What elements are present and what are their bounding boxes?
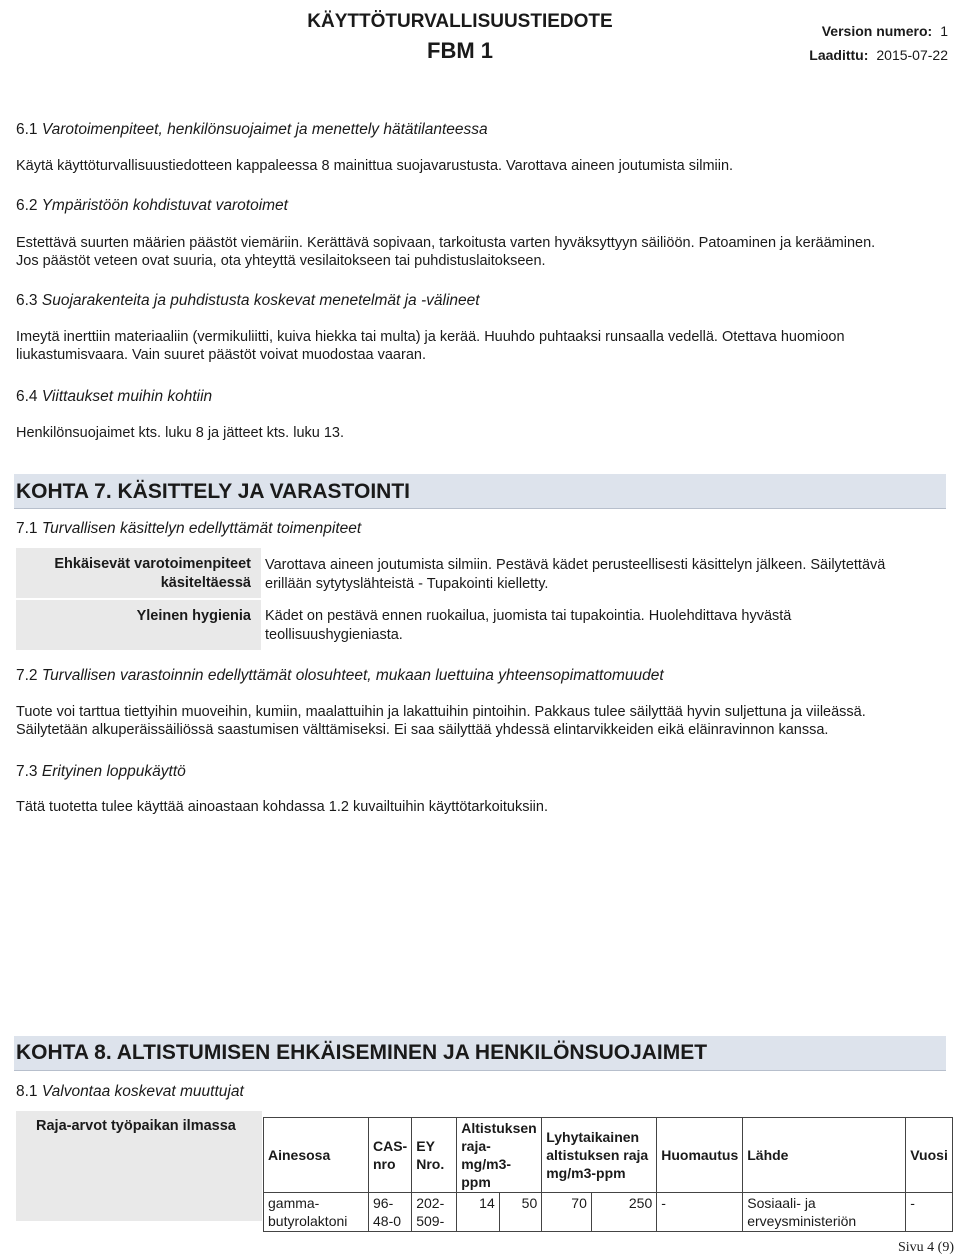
section-6-2-heading: 6.2 Ympäristöön kohdistuvat varotoimet xyxy=(16,197,288,214)
cell-ainesosa: gamma- butyrolaktoni xyxy=(264,1193,369,1232)
page-number: Sivu 4 (9) xyxy=(898,1240,954,1255)
exposure-limits-label: Raja-arvot työpaikan ilmassa xyxy=(16,1111,262,1221)
section-6-1-text: Käytä käyttöturvallisuustiedotteen kappaleessa 8 mainittua suojavarustusta. Varottava aineen joutumista silmiin. xyxy=(16,158,734,174)
section-7-3-text: Tätä tuotetta tulee käyttää ainoastaan kohdassa 1.2 kuvailtuihin käyttötarkoituksiin. xyxy=(16,799,548,815)
section-6-2-text-line1: Estettävä suurten määrien päästöt viemäriin. Kerättävä sopivaan, tarkoitusta varten hyväksyttyyn säiliöön. Patoaminen ja kerääminen. xyxy=(16,235,876,251)
col-cas: CAS- nro xyxy=(369,1118,412,1193)
document-title: KÄYTTÖTURVALLISUUSTIEDOTE xyxy=(307,11,613,32)
created-label: Laadittu: xyxy=(809,47,869,63)
created-info xyxy=(809,46,948,65)
cell-huomautus: - xyxy=(657,1193,743,1232)
created-value: 2015-07-22 xyxy=(876,47,948,63)
exposure-limits-table xyxy=(263,1117,953,1232)
section-7-2-text-line1: Tuote voi tarttua tiettyihin muoveihin, kumiin, maalattuihin ja lakattuihin pintoihin. Pakkaus tulee säilyttää hyvin suljettuna ja viileässä. xyxy=(16,704,866,720)
cell-lahde: Sosiaali- ja erveysministeriön xyxy=(743,1193,906,1232)
col-ey: EY Nro. xyxy=(412,1118,457,1193)
version-label: Version numero: xyxy=(821,23,933,39)
section-7-2-text-line2: Säilytetään alkuperäissäiliössä saastumisen välttämiseksi. Ei saa säilyttää yhdessä elintarvikkeiden eikä eläinravinnon kanssa. xyxy=(16,722,829,738)
section-6-2-text-line2: Jos päästöt veteen ovat suuria, ota yhteyttä vesilaitokseen tai puhdistuslaitokseen. xyxy=(16,253,546,269)
table-row xyxy=(264,1193,953,1232)
hygiene-value: Kädet on pestävä ennen ruokailua, juomista tai tupakointia. Huolehdittava hyvästä teollisuushygieniasta. xyxy=(265,608,792,643)
col-lyhytaikainen: Lyhytaikainen altistuksen raja mg/m3-ppm xyxy=(542,1118,657,1193)
cell-lyh-mg: 70 xyxy=(542,1193,592,1232)
col-altistus: Altistuksen raja- mg/m3-ppm xyxy=(457,1118,542,1193)
product-name: FBM 1 xyxy=(427,38,493,63)
exposure-limits-table-wrap xyxy=(263,1117,953,1232)
col-huomautus: Huomautus xyxy=(657,1118,743,1193)
section-6-3-text-line1: Imeytä inerttiin materiaaliin (vermikuliitti, kuiva hiekka tai multa) ja kerää. Huuhdo puhtaaksi runsaalla vedellä. Otettava huomioon xyxy=(16,329,845,345)
version-value: 1 xyxy=(940,23,948,39)
version-info xyxy=(822,22,948,41)
section-7-3-heading: 7.3 Erityinen loppukäyttö xyxy=(16,763,186,780)
precautions-label: Ehkäisevät varotoimenpiteet käsiteltäessä xyxy=(16,548,261,598)
section-6-3-text-line2: liukastumisvaara. Vain suuret päästöt voivat muodostaa vaaran. xyxy=(16,347,426,363)
cell-alt-ppm: 50 xyxy=(499,1193,542,1232)
section-6-1-heading: 6.1 Varotoimenpiteet, henkilönsuojaimet ja menettely hätätilanteessa xyxy=(16,121,488,138)
col-lahde: Lähde xyxy=(743,1118,906,1193)
cell-lyh-ppm: 250 xyxy=(591,1193,656,1232)
cell-cas: 96- 48-0 xyxy=(369,1193,412,1232)
cell-vuosi: - xyxy=(906,1193,953,1232)
section-7-1-heading: 7.1 Turvallisen käsittelyn edellyttämät toimenpiteet xyxy=(16,520,362,537)
section-6-4-text: Henkilönsuojaimet kts. luku 8 ja jätteet kts. luku 13. xyxy=(16,425,345,441)
section-7-banner xyxy=(14,474,946,509)
cell-ey: 202- 509- xyxy=(412,1193,457,1232)
section-8-1-heading: 8.1 Valvontaa koskevat muuttujat xyxy=(16,1083,244,1100)
section-8-title: KOHTA 8. ALTISTUMISEN EHKÄISEMINEN JA HENKILÖNSUOJAIMET xyxy=(16,1041,708,1064)
section-6-3-heading: 6.3 Suojarakenteita ja puhdistusta koskevat menetelmät ja -välineet xyxy=(16,292,480,309)
section-8-banner xyxy=(14,1036,946,1071)
hygiene-label: Yleinen hygienia xyxy=(16,600,261,650)
section-7-2-heading: 7.2 Turvallisen varastoinnin edellyttämät olosuhteet, mukaan luettuina yhteensopimattomuudet xyxy=(16,667,664,684)
cell-alt-mg: 14 xyxy=(457,1193,500,1232)
col-ainesosa: Ainesosa xyxy=(264,1118,369,1193)
col-vuosi: Vuosi xyxy=(906,1118,953,1193)
section-7-title: KOHTA 7. KÄSITTELY JA VARASTOINTI xyxy=(16,480,410,503)
section-6-4-heading: 6.4 Viittaukset muihin kohtiin xyxy=(16,388,213,405)
precautions-value: Varottava aineen joutumista silmiin. Pestävä kädet perusteellisesti käsittelyn jälkeen. Säilytettävä erillään sytytyslähteistä - Tupakointi kielletty. xyxy=(265,557,886,592)
table-header-row xyxy=(264,1118,953,1193)
